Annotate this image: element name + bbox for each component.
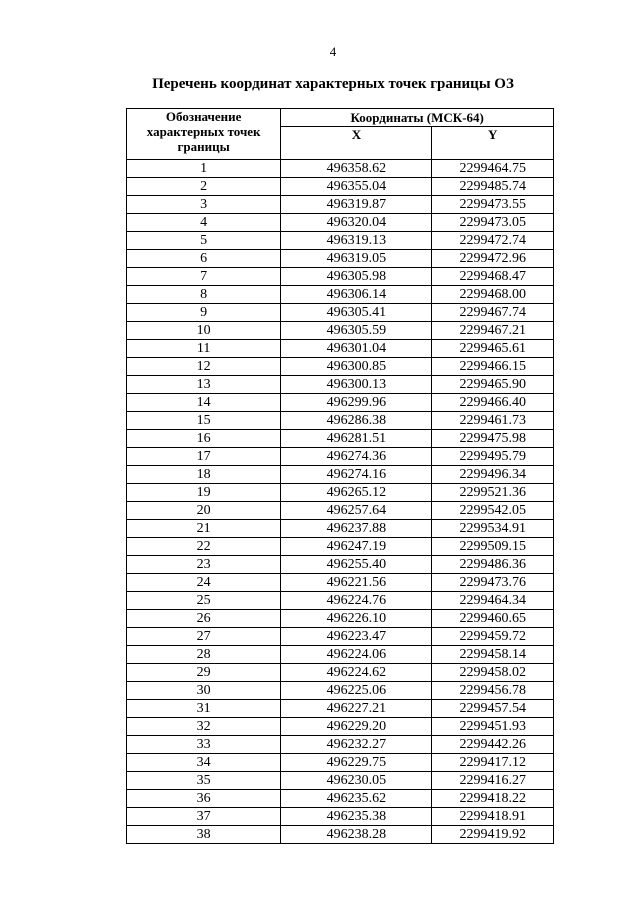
y-coordinate-cell: 2299496.34 <box>432 466 554 484</box>
header-x: X <box>281 127 432 160</box>
x-coordinate-cell: 496355.04 <box>281 178 432 196</box>
x-coordinate-cell: 496300.85 <box>281 358 432 376</box>
point-number-cell: 28 <box>127 646 281 664</box>
y-coordinate-cell: 2299460.65 <box>432 610 554 628</box>
x-coordinate-cell: 496224.76 <box>281 592 432 610</box>
table-row <box>127 772 554 790</box>
x-coordinate-cell: 496257.64 <box>281 502 432 520</box>
table-row <box>127 664 554 682</box>
table-row <box>127 232 554 250</box>
table-row <box>127 700 554 718</box>
point-number-cell: 21 <box>127 520 281 538</box>
header-point-designation: Обозначение характерных точек границы <box>127 109 281 160</box>
y-coordinate-cell: 2299458.14 <box>432 646 554 664</box>
point-number-cell: 38 <box>127 826 281 844</box>
x-coordinate-cell: 496224.62 <box>281 664 432 682</box>
table-row <box>127 196 554 214</box>
header-coordinates: Координаты (МСК-64) <box>281 109 554 127</box>
table-row <box>127 808 554 826</box>
x-coordinate-cell: 496305.59 <box>281 322 432 340</box>
y-coordinate-cell: 2299416.27 <box>432 772 554 790</box>
document-title: Перечень координат характерных точек границы ОЗ <box>152 76 514 92</box>
point-number-cell: 5 <box>127 232 281 250</box>
table-row <box>127 466 554 484</box>
point-number-cell: 1 <box>127 160 281 178</box>
y-coordinate-cell: 2299418.22 <box>432 790 554 808</box>
y-coordinate-cell: 2299495.79 <box>432 448 554 466</box>
table-row <box>127 754 554 772</box>
table-row <box>127 286 554 304</box>
table-row <box>127 358 554 376</box>
x-coordinate-cell: 496235.38 <box>281 808 432 826</box>
table-row <box>127 394 554 412</box>
x-coordinate-cell: 496229.20 <box>281 718 432 736</box>
table-row <box>127 718 554 736</box>
point-number-cell: 19 <box>127 484 281 502</box>
table-row <box>127 412 554 430</box>
x-coordinate-cell: 496358.62 <box>281 160 432 178</box>
y-coordinate-cell: 2299509.15 <box>432 538 554 556</box>
point-number-cell: 8 <box>127 286 281 304</box>
table-row <box>127 484 554 502</box>
point-number-cell: 34 <box>127 754 281 772</box>
y-coordinate-cell: 2299451.93 <box>432 718 554 736</box>
y-coordinate-cell: 2299468.47 <box>432 268 554 286</box>
y-coordinate-cell: 2299465.61 <box>432 340 554 358</box>
y-coordinate-cell: 2299464.75 <box>432 160 554 178</box>
x-coordinate-cell: 496286.38 <box>281 412 432 430</box>
x-coordinate-cell: 496305.41 <box>281 304 432 322</box>
point-number-cell: 31 <box>127 700 281 718</box>
y-coordinate-cell: 2299473.55 <box>432 196 554 214</box>
table-header-row <box>127 109 554 127</box>
x-coordinate-cell: 496299.96 <box>281 394 432 412</box>
point-number-cell: 26 <box>127 610 281 628</box>
y-coordinate-cell: 2299534.91 <box>432 520 554 538</box>
point-number-cell: 12 <box>127 358 281 376</box>
table-row <box>127 790 554 808</box>
table-row <box>127 736 554 754</box>
table-row <box>127 520 554 538</box>
x-coordinate-cell: 496223.47 <box>281 628 432 646</box>
x-coordinate-cell: 496281.51 <box>281 430 432 448</box>
table-row <box>127 574 554 592</box>
point-number-cell: 14 <box>127 394 281 412</box>
point-number-cell: 36 <box>127 790 281 808</box>
x-coordinate-cell: 496300.13 <box>281 376 432 394</box>
y-coordinate-cell: 2299461.73 <box>432 412 554 430</box>
table-row <box>127 502 554 520</box>
point-number-cell: 13 <box>127 376 281 394</box>
y-coordinate-cell: 2299464.34 <box>432 592 554 610</box>
point-number-cell: 35 <box>127 772 281 790</box>
table-row <box>127 538 554 556</box>
point-number-cell: 4 <box>127 214 281 232</box>
point-number-cell: 32 <box>127 718 281 736</box>
table-row <box>127 448 554 466</box>
y-coordinate-cell: 2299467.74 <box>432 304 554 322</box>
x-coordinate-cell: 496224.06 <box>281 646 432 664</box>
y-coordinate-cell: 2299485.74 <box>432 178 554 196</box>
y-coordinate-cell: 2299542.05 <box>432 502 554 520</box>
point-number-cell: 7 <box>127 268 281 286</box>
table-row <box>127 592 554 610</box>
x-coordinate-cell: 496306.14 <box>281 286 432 304</box>
x-coordinate-cell: 496319.13 <box>281 232 432 250</box>
point-number-cell: 30 <box>127 682 281 700</box>
point-number-cell: 33 <box>127 736 281 754</box>
x-coordinate-cell: 496319.05 <box>281 250 432 268</box>
point-number-cell: 27 <box>127 628 281 646</box>
y-coordinate-cell: 2299486.36 <box>432 556 554 574</box>
table-row <box>127 178 554 196</box>
table-row <box>127 556 554 574</box>
x-coordinate-cell: 496274.16 <box>281 466 432 484</box>
x-coordinate-cell: 496221.56 <box>281 574 432 592</box>
table-row <box>127 610 554 628</box>
point-number-cell: 11 <box>127 340 281 358</box>
x-coordinate-cell: 496225.06 <box>281 682 432 700</box>
point-number-cell: 10 <box>127 322 281 340</box>
header-y: Y <box>432 127 554 160</box>
point-number-cell: 18 <box>127 466 281 484</box>
y-coordinate-cell: 2299468.00 <box>432 286 554 304</box>
y-coordinate-cell: 2299472.74 <box>432 232 554 250</box>
x-coordinate-cell: 496235.62 <box>281 790 432 808</box>
point-number-cell: 29 <box>127 664 281 682</box>
point-number-cell: 25 <box>127 592 281 610</box>
point-number-cell: 22 <box>127 538 281 556</box>
table-row <box>127 682 554 700</box>
y-coordinate-cell: 2299458.02 <box>432 664 554 682</box>
table-row <box>127 268 554 286</box>
point-number-cell: 9 <box>127 304 281 322</box>
y-coordinate-cell: 2299473.76 <box>432 574 554 592</box>
y-coordinate-cell: 2299456.78 <box>432 682 554 700</box>
table-row <box>127 376 554 394</box>
x-coordinate-cell: 496229.75 <box>281 754 432 772</box>
x-coordinate-cell: 496255.40 <box>281 556 432 574</box>
y-coordinate-cell: 2299467.21 <box>432 322 554 340</box>
x-coordinate-cell: 496301.04 <box>281 340 432 358</box>
point-number-cell: 17 <box>127 448 281 466</box>
y-coordinate-cell: 2299417.12 <box>432 754 554 772</box>
point-number-cell: 24 <box>127 574 281 592</box>
y-coordinate-cell: 2299475.98 <box>432 430 554 448</box>
table-row <box>127 430 554 448</box>
x-coordinate-cell: 496226.10 <box>281 610 432 628</box>
y-coordinate-cell: 2299466.15 <box>432 358 554 376</box>
point-number-cell: 20 <box>127 502 281 520</box>
y-coordinate-cell: 2299472.96 <box>432 250 554 268</box>
point-number-cell: 16 <box>127 430 281 448</box>
table-row <box>127 628 554 646</box>
point-number-cell: 3 <box>127 196 281 214</box>
table-row <box>127 646 554 664</box>
y-coordinate-cell: 2299442.26 <box>432 736 554 754</box>
y-coordinate-cell: 2299521.36 <box>432 484 554 502</box>
point-number-cell: 6 <box>127 250 281 268</box>
x-coordinate-cell: 496274.36 <box>281 448 432 466</box>
table-row <box>127 304 554 322</box>
table-row <box>127 340 554 358</box>
y-coordinate-cell: 2299418.91 <box>432 808 554 826</box>
x-coordinate-cell: 496305.98 <box>281 268 432 286</box>
coordinates-table <box>126 108 554 844</box>
table-row <box>127 826 554 844</box>
table-row <box>127 160 554 178</box>
x-coordinate-cell: 496320.04 <box>281 214 432 232</box>
point-number-cell: 15 <box>127 412 281 430</box>
y-coordinate-cell: 2299473.05 <box>432 214 554 232</box>
table-body <box>127 160 554 844</box>
x-coordinate-cell: 496238.28 <box>281 826 432 844</box>
x-coordinate-cell: 496319.87 <box>281 196 432 214</box>
x-coordinate-cell: 496230.05 <box>281 772 432 790</box>
table-row <box>127 322 554 340</box>
y-coordinate-cell: 2299465.90 <box>432 376 554 394</box>
y-coordinate-cell: 2299459.72 <box>432 628 554 646</box>
y-coordinate-cell: 2299419.92 <box>432 826 554 844</box>
x-coordinate-cell: 496232.27 <box>281 736 432 754</box>
point-number-cell: 2 <box>127 178 281 196</box>
y-coordinate-cell: 2299457.54 <box>432 700 554 718</box>
point-number-cell: 23 <box>127 556 281 574</box>
x-coordinate-cell: 496227.21 <box>281 700 432 718</box>
x-coordinate-cell: 496265.12 <box>281 484 432 502</box>
x-coordinate-cell: 496247.19 <box>281 538 432 556</box>
x-coordinate-cell: 496237.88 <box>281 520 432 538</box>
point-number-cell: 37 <box>127 808 281 826</box>
page-number: 4 <box>329 44 337 59</box>
y-coordinate-cell: 2299466.40 <box>432 394 554 412</box>
table-row <box>127 250 554 268</box>
table-row <box>127 214 554 232</box>
